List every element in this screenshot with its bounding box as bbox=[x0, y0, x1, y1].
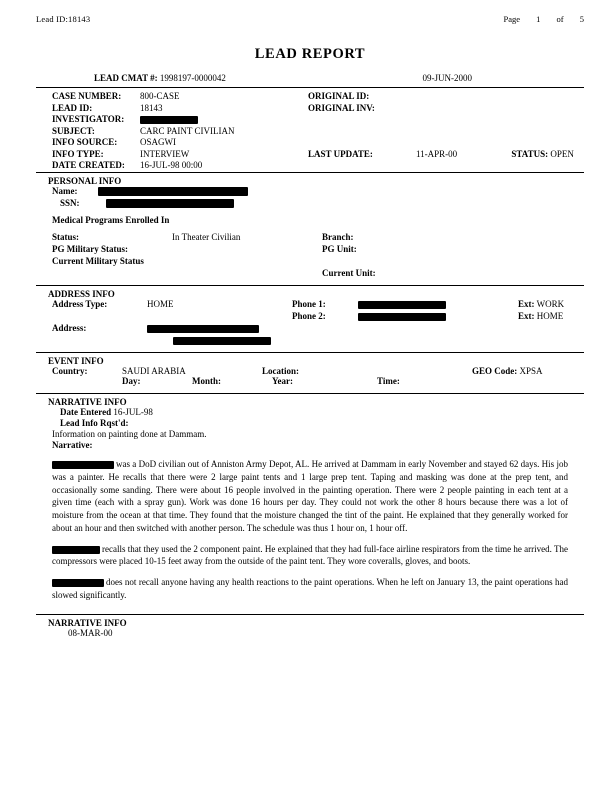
info-source-value: OSAGWI bbox=[140, 137, 176, 147]
ext2-row bbox=[518, 311, 584, 321]
investigator-value bbox=[140, 114, 308, 124]
divider bbox=[36, 352, 584, 353]
date-entered-row bbox=[52, 407, 584, 417]
last-update-row bbox=[416, 149, 584, 159]
cmat-date: 09-JUN-2000 bbox=[422, 73, 472, 83]
case-number-label: CASE NUMBER: bbox=[52, 91, 122, 101]
branch-label: Branch: bbox=[322, 232, 354, 242]
spacer-cell bbox=[308, 137, 416, 147]
pg-unit-value bbox=[432, 244, 584, 254]
pg-military-status-value bbox=[172, 244, 322, 254]
case-lead-id-value: 18143 bbox=[140, 102, 163, 113]
redaction-bar bbox=[358, 313, 446, 321]
pg-military-status-label: PG Military Status: bbox=[52, 244, 128, 254]
current-military-status-label: Current Military Status bbox=[52, 256, 144, 266]
narrative-paragraph-text: recalls that they used the 2 component paint. He explained that they had full-face airline respirators from the time he arrived. The compressors were placed 10-15 feet away from the outside of the paint tent. They wore coveralls, gloves, and boots. bbox=[52, 543, 568, 567]
header-lead-id bbox=[36, 14, 90, 24]
page-header bbox=[36, 14, 584, 24]
address-info-heading: ADDRESS INFO bbox=[48, 289, 115, 299]
event-info-heading: EVENT INFO bbox=[48, 356, 104, 366]
date-entered-label: Date Entered bbox=[60, 407, 112, 417]
country-label: Country: bbox=[52, 366, 88, 376]
narrative-info-line: Information on painting done at Dammam. bbox=[52, 429, 207, 439]
country-value: SAUDI ARABIA bbox=[122, 366, 186, 376]
header-lead-id-value: 18143 bbox=[68, 14, 91, 24]
narrative-info-date-2: 08-MAR-00 bbox=[68, 627, 113, 638]
address-type-value: HOME bbox=[147, 299, 174, 309]
month-label: Month: bbox=[192, 376, 221, 386]
address-label: Address: bbox=[52, 323, 87, 333]
spacer-cell bbox=[432, 256, 584, 266]
original-inv-label: ORIGINAL INV: bbox=[308, 102, 375, 113]
spacer-cell bbox=[308, 160, 416, 170]
geo-code-label: GEO Code: bbox=[472, 366, 518, 376]
original-inv-value bbox=[416, 103, 584, 113]
current-unit-label: Current Unit: bbox=[322, 268, 376, 278]
phone1-label: Phone 1: bbox=[292, 299, 326, 309]
page-label: Page bbox=[503, 14, 521, 24]
status-value: OPEN bbox=[550, 148, 574, 159]
spacer-cell bbox=[322, 256, 432, 266]
spacer-cell bbox=[308, 126, 416, 136]
address-type-label: Address Type: bbox=[52, 299, 108, 309]
info-type-value: INTERVIEW bbox=[140, 148, 190, 159]
page-of-label: of bbox=[556, 14, 564, 24]
redaction-bar bbox=[173, 337, 271, 345]
spacer-cell bbox=[437, 376, 584, 386]
spacer-cell bbox=[416, 137, 584, 147]
medical-programs-row bbox=[52, 215, 584, 225]
status-label: STATUS: bbox=[511, 148, 549, 159]
year-label: Year: bbox=[272, 376, 293, 386]
pg-unit-label: PG Unit: bbox=[322, 244, 357, 254]
name-label: Name: bbox=[52, 186, 78, 196]
current-unit-value bbox=[432, 268, 584, 278]
lead-info-rqstd-label: Lead Info Rqst'd: bbox=[60, 418, 129, 428]
case-lead-id-label: LEAD ID: bbox=[52, 102, 93, 113]
redaction-bar bbox=[52, 461, 114, 469]
address-info-grid bbox=[36, 299, 584, 345]
geo-code-value: XPSA bbox=[519, 366, 543, 376]
address-value-line1 bbox=[147, 323, 292, 333]
subject-label: SUBJECT: bbox=[52, 125, 95, 136]
narrative-paragraph-text: was a DoD civilian out of Anniston Army Depot, AL. He arrived at Dammam in early November and stayed 62 days. His job was a painter. He recalls that there were 2 large paint tents and 1 large prep tent. Taping and masking was done at the prep tent, and occasionally some sanding. There were about 16 people involved in the painting operation. There were 2 people painting in each tent at a given time (each with a spray gun). Work was done 16 hours per day. They could not work the other 8 hours because there was a lot of moisture from the ocean at that time. They found that the moisture changed the tint of the paint. He explained that they generally worked for about an hour and then switched with another person. The schedule was thus 1 hour on, 1 hour off. bbox=[52, 459, 568, 533]
spacer-cell bbox=[172, 256, 322, 266]
location-value bbox=[362, 366, 472, 376]
ext2-label: Ext: bbox=[518, 311, 535, 321]
cmat-row bbox=[36, 73, 584, 83]
personal-info-block bbox=[36, 186, 584, 225]
page-total: 5 bbox=[579, 14, 584, 24]
status-label: Status: bbox=[52, 232, 80, 242]
location-label: Location: bbox=[262, 366, 299, 376]
case-info-block bbox=[36, 91, 584, 170]
name-row bbox=[52, 186, 584, 196]
narrative-paragraph-text: does not recall anyone having any health reactions to the paint operations. When he left on January 13, the paint operations had slowed significantly. bbox=[52, 577, 568, 600]
spacer-cell bbox=[172, 268, 322, 278]
divider bbox=[36, 87, 584, 88]
medical-programs-label: Medical Programs Enrolled In bbox=[52, 215, 170, 225]
narrative-info-block bbox=[36, 407, 584, 450]
investigator-label: INVESTIGATOR: bbox=[52, 114, 125, 124]
personal-info-heading: PERSONAL INFO bbox=[48, 176, 122, 186]
ext1-row bbox=[518, 299, 584, 309]
info-source-label: INFO SOURCE: bbox=[52, 137, 118, 147]
redaction-bar bbox=[52, 546, 100, 554]
page-title: LEAD REPORT bbox=[254, 46, 366, 62]
ext2-value: HOME bbox=[536, 311, 564, 321]
header-pagination bbox=[490, 14, 585, 24]
lead-info-rqstd-row bbox=[52, 418, 584, 428]
divider bbox=[36, 393, 584, 394]
narrative-paragraph bbox=[36, 458, 584, 535]
cmat-label: LEAD CMAT #: bbox=[94, 73, 158, 83]
date-created-value: 16-JUL-98 00:00 bbox=[140, 160, 203, 170]
cmat-value: 1998197-0000042 bbox=[159, 73, 226, 83]
last-update-label: LAST UPDATE: bbox=[308, 148, 373, 159]
divider bbox=[36, 614, 584, 615]
divider bbox=[36, 172, 584, 173]
divider bbox=[36, 285, 584, 286]
day-label: Day: bbox=[122, 376, 141, 386]
narrative-paragraph bbox=[36, 576, 584, 602]
redaction-bar bbox=[98, 187, 248, 196]
branch-value bbox=[432, 232, 584, 242]
original-id-value bbox=[416, 91, 584, 101]
spacer-cell bbox=[52, 268, 172, 278]
redaction-bar bbox=[52, 579, 104, 587]
case-number-value: 800-CASE bbox=[140, 91, 180, 101]
event-info-grid bbox=[36, 366, 584, 376]
time-label: Time: bbox=[377, 376, 400, 386]
narrative-info-heading-2: NARRATIVE INFO bbox=[48, 617, 127, 628]
original-id-label: ORIGINAL ID: bbox=[308, 91, 370, 101]
spacer-cell bbox=[308, 114, 416, 124]
ext1-label: Ext: bbox=[518, 299, 535, 309]
phone1-value bbox=[358, 299, 518, 309]
narrative-label: Narrative: bbox=[52, 440, 93, 450]
spacer-cell bbox=[52, 376, 122, 386]
status-value: In Theater Civilian bbox=[172, 232, 241, 242]
geo-code-row bbox=[472, 366, 584, 376]
date-entered-value: 16-JUL-98 bbox=[113, 407, 153, 417]
info-type-label: INFO TYPE: bbox=[52, 148, 104, 159]
redaction-bar bbox=[147, 325, 259, 333]
page-number: 1 bbox=[536, 14, 541, 24]
narrative-paragraph bbox=[36, 543, 584, 569]
redaction-bar bbox=[106, 199, 234, 208]
redaction-bar bbox=[358, 301, 446, 309]
spacer-cell bbox=[416, 126, 584, 136]
narrative-info-heading: NARRATIVE INFO bbox=[48, 397, 127, 407]
ssn-row bbox=[52, 198, 584, 208]
spacer-cell bbox=[416, 160, 584, 170]
redaction-bar bbox=[140, 116, 198, 124]
subject-value: CARC PAINT CIVILIAN bbox=[140, 125, 235, 136]
spacer-cell bbox=[416, 114, 584, 124]
header-lead-id-label: Lead ID: bbox=[36, 14, 69, 24]
event-date-row bbox=[36, 376, 584, 386]
date-created-label: DATE CREATED: bbox=[52, 160, 125, 170]
personal-status-grid bbox=[36, 232, 584, 278]
ext1-value: WORK bbox=[536, 299, 565, 309]
phone2-value bbox=[358, 311, 518, 321]
last-update-value: 11-APR-00 bbox=[416, 148, 458, 159]
ssn-label: SSN: bbox=[60, 198, 80, 208]
address-value-line2 bbox=[147, 335, 292, 345]
phone2-label: Phone 2: bbox=[292, 311, 326, 321]
